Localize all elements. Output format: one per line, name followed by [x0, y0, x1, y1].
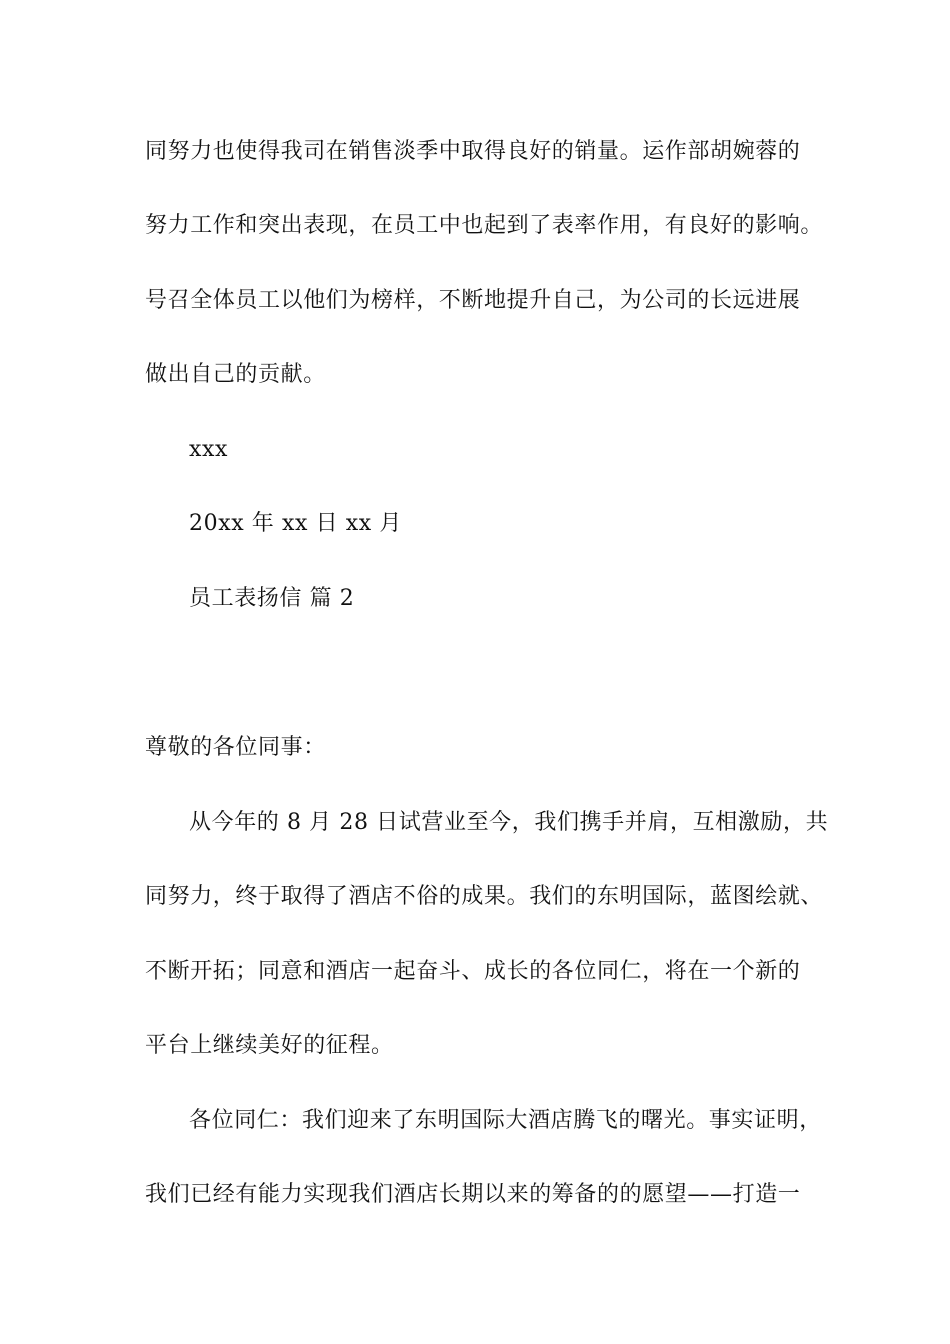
- paragraph-line: 同努力也使得我司在销售淡季中取得良好的销量。运作部胡婉蓉的: [145, 139, 801, 164]
- signature-name: xxx: [189, 437, 229, 462]
- paragraph-line: 从今年的 8 月 28 日试营业至今，我们携手并肩，互相激励，共: [189, 810, 829, 835]
- paragraph-line: 做出自己的贡献。: [145, 362, 326, 387]
- paragraph-line: 不断开拓；同意和酒店一起奋斗、成长的各位同仁，将在一个新的: [145, 959, 801, 984]
- signature-date: 20xx 年 xx 日 xx 月: [189, 511, 403, 536]
- section-title: 员工表扬信 篇 2: [189, 586, 355, 611]
- paragraph-line: 努力工作和突出表现，在员工中也起到了表率作用，有良好的影响。: [145, 213, 824, 238]
- paragraph-line: 各位同仁：我们迎来了东明国际大酒店腾飞的曙光。事实证明，: [189, 1108, 822, 1133]
- paragraph-line: 我们已经有能力实现我们酒店长期以来的筹备的的愿望——打造一: [145, 1182, 801, 1207]
- salutation: 尊敬的各位同事：: [145, 735, 326, 760]
- paragraph-line: 同努力，终于取得了酒店不俗的成果。我们的东明国际，蓝图绘就、: [145, 884, 824, 909]
- paragraph-line: 号召全体员工以他们为榜样，不断地提升自己，为公司的长远进展: [145, 288, 801, 313]
- paragraph-line: 平台上继续美好的征程。: [145, 1033, 394, 1058]
